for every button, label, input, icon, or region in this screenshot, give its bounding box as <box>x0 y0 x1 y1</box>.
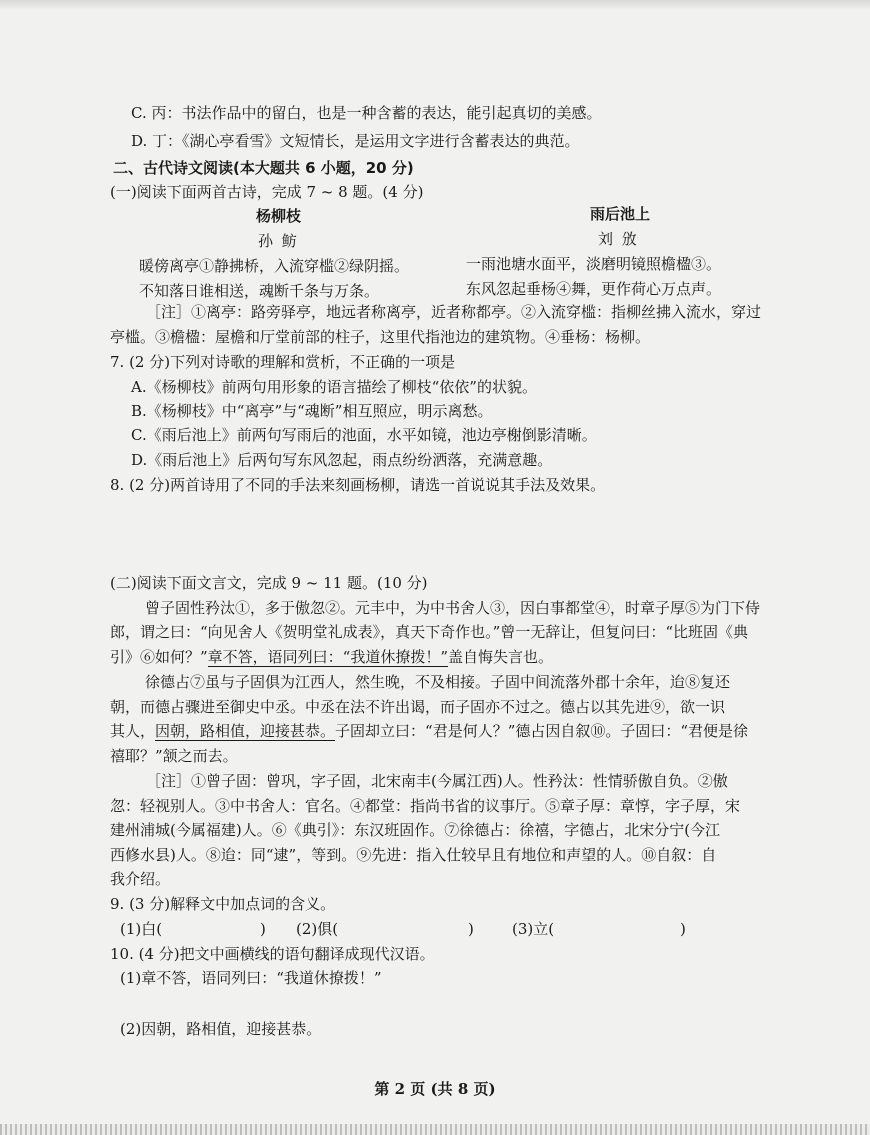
page-number: 第 2 页 (共 8 页) <box>374 1080 496 1098</box>
question-10-sentence-1: (1)章不答，语同列曰：“我道休撩拨！” <box>120 969 382 987</box>
passage-note-line2: 忽：轻视别人。③中书舍人：官名。④都堂：指尚书省的议事厅。⑤章子厚：章惇，字子厚，宋 <box>110 797 741 815</box>
question-7-option-d: D.《雨后池上》后两句写东风忽起，雨点纷纷洒落，充满意趣。 <box>131 451 553 469</box>
poem2-title: 雨后池上 <box>590 205 651 223</box>
poem2-line2: 东风忽起垂杨④舞，更作荷心万点声。 <box>466 280 722 298</box>
question-10-stem: 10. (4 分)把文中画横线的语句翻译成现代汉语。 <box>110 945 435 963</box>
scan-edge-top <box>0 0 870 10</box>
poem2-line1: 一雨池塘水面平，淡磨明镜照檐楹③。 <box>466 255 722 273</box>
question-7-option-c: C.《雨后池上》前两句写雨后的池面，水平如镜，池边亭榭倒影清晰。 <box>131 426 597 444</box>
passage-p1-line1: 曾子固性矜汰①，多于傲忽②。元丰中，为中书舍人③，因白事都堂④，时章子厚⑤为门下侍 <box>145 599 761 617</box>
question-9-item-1-close: ) <box>260 920 266 938</box>
poem2-author: 刘 攽 <box>598 230 639 248</box>
option-c: C. 丙：书法作品中的留白，也是一种含蓄的表达，能引起真切的美感。 <box>131 104 602 122</box>
passage-note-line3: 建州浦城(今属福建)人。⑥《典引》：东汉班固作。⑦徐德占：徐禧，字德占，北宋分宁(今江 <box>110 821 721 839</box>
question-9-item-2: (2)俱( <box>296 920 339 938</box>
passage-p2-line2: 朝，而德占骤进至御史中丞。中丞在法不许出谒，而子固亦不过之。德占以其先进⑨，欲一识 <box>110 698 726 716</box>
question-9-stem: 9. (3 分)解释文中加点词的含义。 <box>110 895 336 913</box>
part1-intro: (一)阅读下面两首古诗，完成 7 ~ 8 题。(4 分) <box>110 183 424 201</box>
question-7-option-a: A.《杨柳枝》前两句用形象的语言描绘了柳枝“依依”的状貌。 <box>131 378 537 396</box>
question-9-item-3: (3)立( <box>512 920 555 938</box>
passage-p2-line3: 其人，因朝，路相值，迎接甚恭。子固却立曰：“君是何人？”德占因自叙⑩。子固曰：“君便是徐 <box>110 722 749 740</box>
poem1-line2: 不知落日谁相送，魂断千条与万条。 <box>139 282 380 300</box>
question-9-item-1: (1)白( <box>120 920 163 938</box>
question-7-stem: 7. (2 分)下列对诗歌的理解和赏析，不正确的一项是 <box>110 353 456 371</box>
passage-p1-line3: 引》⑥如何？”章不答，语同列曰：“我道休撩拨！”盖自悔失言也。 <box>110 648 554 666</box>
question-9-item-3-close: ) <box>680 920 686 938</box>
scan-edge-bottom <box>0 1124 870 1135</box>
poem1-title: 杨柳枝 <box>256 207 302 225</box>
passage-p2-line1: 徐德占⑦虽与子固俱为江西人，然生晚，不及相接。子固中间流落外郡十余年，迨⑧复还 <box>145 673 731 691</box>
poem-note-line2: 亭槛。③檐楹：屋檐和厅堂前部的柱子，这里代指池边的建筑物。④垂杨：杨柳。 <box>110 328 651 346</box>
poem-note-line1: ［注］①离亭：路旁驿亭，地远者称离亭，近者称都亭。②入流穿槛：指柳丝拂入流水，穿过 <box>146 303 762 321</box>
poem1-line1: 暖傍离亭①静拂桥，入流穿槛②绿阴摇。 <box>139 257 410 275</box>
option-d: D. 丁：《湖心亭看雪》文短情长，是运用文字进行含蓄表达的典范。 <box>131 132 580 150</box>
question-10-sentence-2: (2)因朝，路相值，迎接甚恭。 <box>120 1020 322 1038</box>
part2-intro: (二)阅读下面文言文，完成 9 ~ 11 题。(10 分) <box>110 574 428 592</box>
passage-p1-line2: 郎，谓之曰：“向见舍人《贺明堂礼成表》，真天下奇作也。”曾一无辞让，但复问曰：“比班固《典 <box>110 623 749 641</box>
passage-p2-line4: 禧耶？”颔之而去。 <box>110 747 238 765</box>
question-9-item-2-close: ) <box>468 920 474 938</box>
question-7-option-b: B.《杨柳枝》中“离亭”与“魂断”相互照应，明示离愁。 <box>131 402 493 420</box>
question-8: 8. (2 分)两首诗用了不同的手法来刻画杨柳，请选一首说说其手法及效果。 <box>110 476 606 494</box>
passage-note-line1: ［注］①曾子固：曾巩，字子固，北宋南丰(今属江西)人。性矜汰：性情骄傲自负。②傲 <box>146 772 728 790</box>
underlined-sentence-1: 章不答，语同列曰：“我道休撩拨！” <box>207 648 449 666</box>
poem1-author: 孙 鲂 <box>258 232 299 250</box>
passage-note-line4: 西修水县)人。⑧迨：同“逮”，等到。⑨先进：指入仕较早且有地位和声望的人。⑩自叙：自 <box>110 846 717 864</box>
passage-note-line5: 我介绍。 <box>110 870 171 888</box>
section-heading: 二、古代诗文阅读(本大题共 6 小题，20 分) <box>113 159 414 177</box>
underlined-sentence-2: 因朝，路相值，迎接甚恭。 <box>155 722 336 740</box>
